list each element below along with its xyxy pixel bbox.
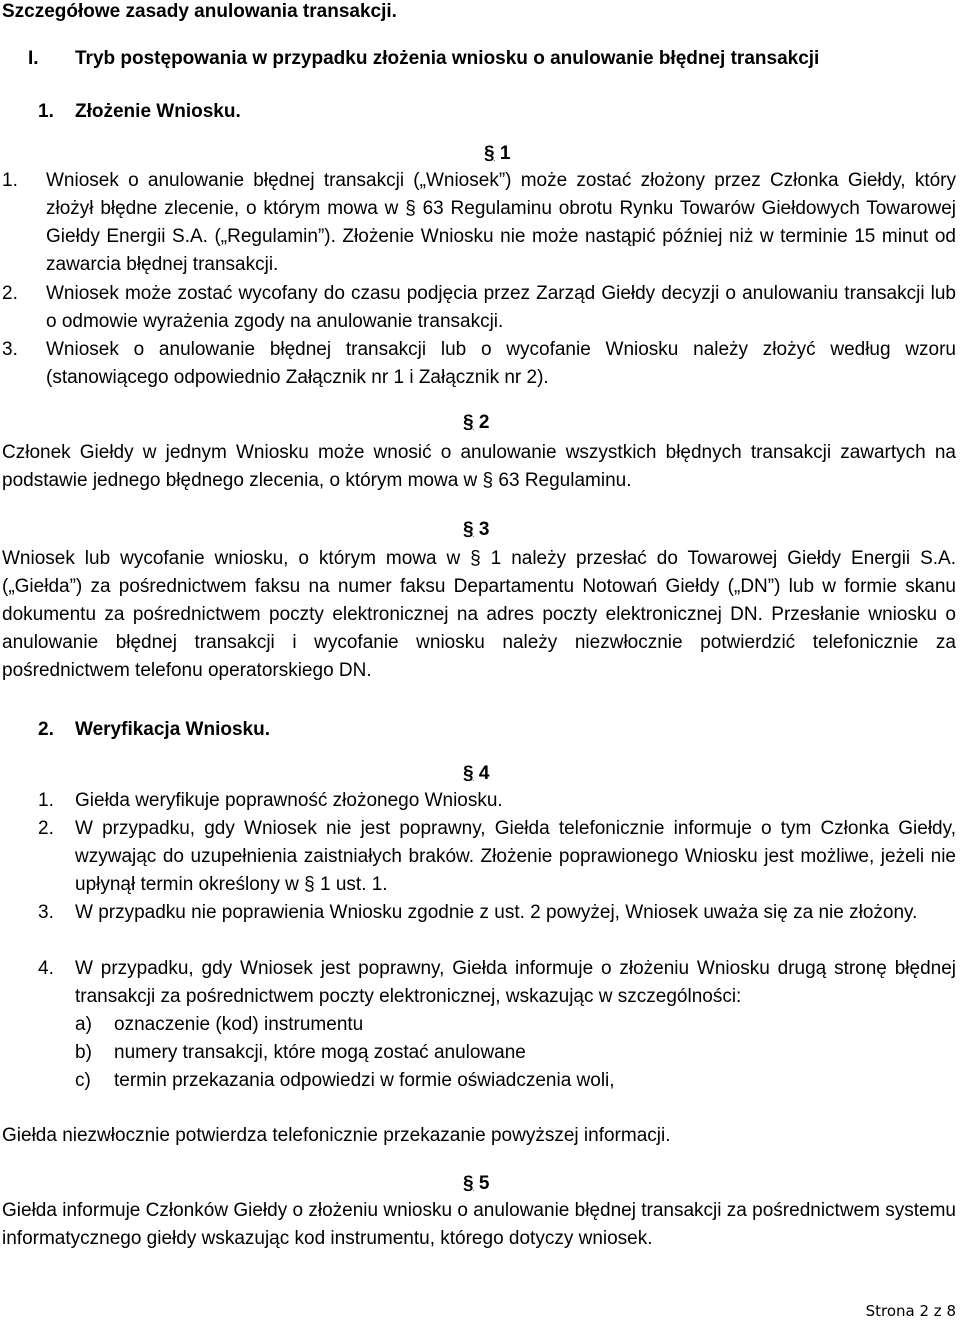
s4-item-3-text: W przypadku nie poprawienia Wniosku zgodnie z ust. 2 powyżej, Wniosek uważa się za nie złożony. [75, 902, 918, 923]
page-footer: Strona 2 z 8 [865, 1302, 956, 1320]
s4-subitem-c-text: termin przekazania odpowiedzi w formie oświadczenia woli, [114, 1070, 615, 1091]
s4-item-2-text: W przypadku, gdy Wniosek nie jest poprawny, Giełda telefonicznie informuje o tym Członka Giełdy, wzywając do uzupełnienia zaistniałych braków. Złożenie poprawionego Wniosku jest możliwe, jeżeli nie upłynął termin określony w § 1 ust. 1. [75, 818, 956, 895]
section-symbol: § [463, 412, 474, 433]
section-5-text: Giełda informuje Członków Giełdy o złożeniu wniosku o anulowanie błędnej transakcji za pośrednictwem systemu informatycznego giełdy wskazując kod instrumentu, którego dotyczy wniosek. [2, 1200, 956, 1249]
section-1-heading [484, 140, 510, 168]
chapter-1-title: Złożenie Wniosku. [75, 101, 241, 122]
section-symbol: § [463, 763, 474, 784]
section-2-text: Członek Giełdy w jednym Wniosku może wnosić o anulowanie wszystkich błędnych transakcji zawartych na podstawie jednego błędnego zlecenia, o którym mowa w § 63 Regulaminu. [2, 442, 956, 491]
section-number: 4 [478, 763, 490, 784]
chapter-2-title: Weryfikacja Wniosku. [75, 719, 270, 740]
s4-item-2-number: 2. [38, 818, 54, 839]
chapter-2-number: 2. [38, 719, 54, 740]
section-number: 5 [478, 1173, 490, 1194]
s4-subitem-b-label: b) [75, 1042, 92, 1063]
section-symbol: § [484, 143, 495, 164]
s4-item-1-text: Giełda weryfikuje poprawność złożonego Wniosku. [75, 790, 503, 811]
section-3-heading [463, 516, 489, 544]
section-2-heading [463, 409, 489, 437]
s4-subitem-b-text: numery transakcji, które mogą zostać anulowane [114, 1042, 526, 1063]
section-3-text: Wniosek lub wycofanie wniosku, o którym mowa w § 1 należy przesłać do Towarowej Giełdy Energii S.A. („Giełda”) za pośrednictwem faksu na numer faksu Departamentu Notowań Giełdy („DN”) lub w formie skanu dokumentu za pośrednictwem poczty elektronicznej na adres poczty elektronicznej DN. Przesłanie wniosku o anulowanie błędnej transakcji i wycofanie wniosku należy niezwłocznie potwierdzić telefonicznie za pośrednictwem telefonu operatorskiego DN. [2, 548, 956, 681]
s4-subitem-a-text: oznaczenie (kod) instrumentu [114, 1014, 364, 1035]
chapter-1-number: 1. [38, 101, 54, 122]
part-number: I. [28, 48, 39, 69]
s1-item-2-text: Wniosek może zostać wycofany do czasu podjęcia przez Zarząd Giełdy decyzji o anulowaniu transakcji lub o odmowie wyrażenia zgody na anulowanie transakcji. [46, 283, 956, 332]
document-title: Szczegółowe zasady anulowania transakcji. [2, 1, 397, 22]
part-title: Tryb postępowania w przypadku złożenia wniosku o anulowanie błędnej transakcji [75, 48, 820, 69]
s4-subitem-a-label: a) [75, 1014, 92, 1035]
s4-item-1-number: 1. [38, 790, 54, 811]
section-4-closing: Giełda niezwłocznie potwierdza telefonicznie przekazanie powyższej informacji. [2, 1125, 671, 1146]
section-4-heading [463, 760, 489, 788]
s1-item-2-number: 2. [2, 283, 18, 304]
section-number: 3 [478, 519, 490, 540]
section-number: 1 [499, 143, 511, 164]
section-symbol: § [463, 519, 474, 540]
s1-item-1-number: 1. [2, 170, 18, 191]
s4-item-4-text: W przypadku, gdy Wniosek jest poprawny, Giełda informuje o złożeniu Wniosku drugą stronę błędnej transakcji za pośrednictwem poczty elektronicznej, wskazując w szczególności: [75, 958, 956, 1007]
s4-item-4-number: 4. [38, 958, 54, 979]
section-symbol: § [463, 1173, 474, 1194]
section-5-heading [463, 1170, 489, 1198]
s1-item-3-text: Wniosek o anulowanie błędnej transakcji lub o wycofanie Wniosku należy złożyć według wzoru (stanowiącego odpowiednio Załącznik nr 1 i Załącznik nr 2). [46, 339, 956, 388]
s1-item-3-number: 3. [2, 339, 18, 360]
s4-subitem-c-label: c) [75, 1070, 91, 1091]
s1-item-1-text: Wniosek o anulowanie błędnej transakcji („Wniosek”) może zostać złożony przez Członka Giełdy, który złożył błędne zlecenie, o którym mowa w § 63 Regulaminu obrotu Rynku Towarów Giełdowych Towarowej Giełdy Energii S.A. („Regulamin”). Złożenie Wniosku nie może nastąpić później niż w terminie 15 minut od zawarcia błędnej transakcji. [46, 170, 956, 275]
section-number: 2 [478, 412, 490, 433]
s4-item-3-number: 3. [38, 902, 54, 923]
